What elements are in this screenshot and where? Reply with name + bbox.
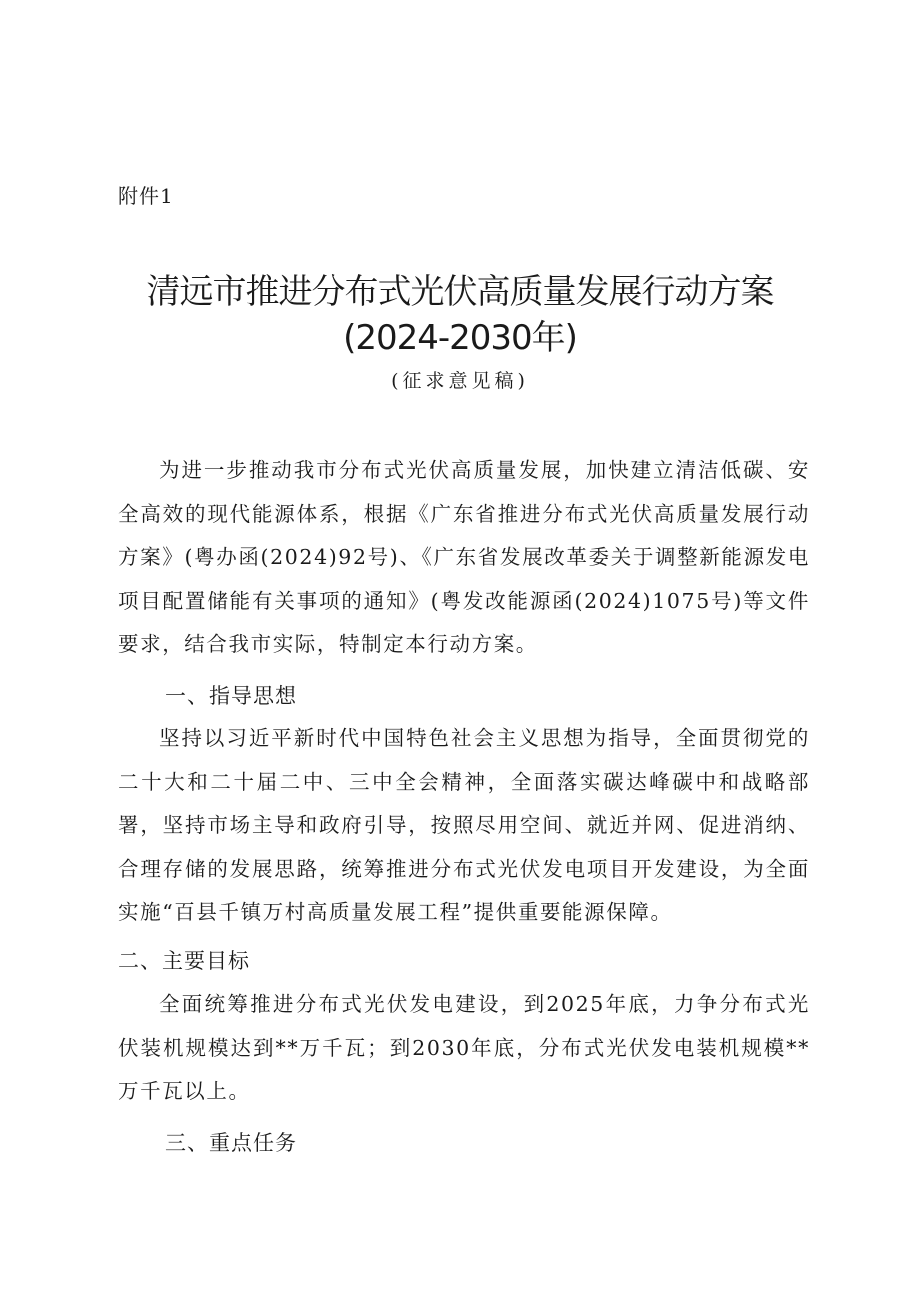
section-heading-guiding-ideology: 一、指导思想 [165,684,297,708]
document-title-line-2: (2024-2030年) [343,318,577,358]
attachment-label: 附件1 [118,184,174,208]
document-title-line-1: 清远市推进分布式光伏高质量发展行动方案 [146,272,774,312]
section-heading-key-tasks: 三、重点任务 [165,1131,297,1155]
section-heading-main-goals: 二、主要目标 [118,949,250,973]
draft-note: (征求意见稿) [391,370,529,392]
intro-paragraph: 为进一步推动我市分布式光伏高质量发展，加快建立清洁低碳、安全高效的现代能源体系，根据《广东省推进分布式光伏高质量发展行动方案》(粤办函(2024)92号)、《广东省发展改革委关于调整新能源发电项目配置储能有关事项的通知》(粤发改能源函(2024)1075号)等文件要求，结合我市实际，特制定本行动方案。 [118,458,810,656]
section-paragraph-guiding-ideology: 坚持以习近平新时代中国特色社会主义思想为指导，全面贯彻党的二十大和二十届二中、三中全会精神，全面落实碳达峰碳中和战略部署，坚持市场主导和政府引导，按照尽用空间、就近并网、促进消纳、合理存储的发展思路，统筹推进分布式光伏发电项目开发建设，为全面实施“百县千镇万村高质量发展工程”提供重要能源保障。 [118,726,810,924]
section-paragraph-main-goals: 全面统筹推进分布式光伏发电建设，到2025年底，力争分布式光伏装机规模达到**万千瓦；到2030年底，分布式光伏发电装机规模**万千瓦以上。 [118,992,810,1103]
